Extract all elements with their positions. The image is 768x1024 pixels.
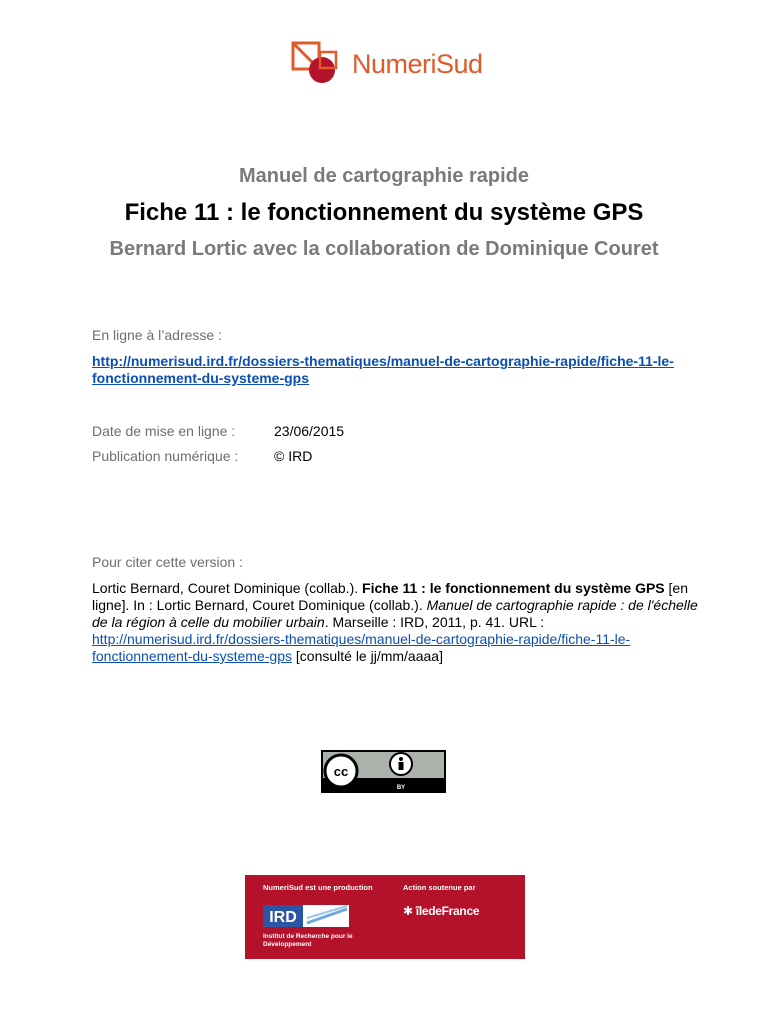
citation-book: Manuel de cartographie rapide : de l'échelle de la région à celle du mobilier urbain: [92, 597, 698, 630]
publication-value: © IRD: [274, 448, 313, 464]
iledefrance-text: îledeFrance: [415, 904, 480, 918]
citation-part2: [en ligne]. In : Lortic Bernard, Couret Dominique (collab.).: [92, 580, 689, 613]
cc-by-label: BY: [396, 785, 406, 791]
citation-text: [92, 580, 712, 665]
ird-logo: [263, 903, 349, 929]
citation-title: Fiche 11 : le fonctionnement du système GPS: [362, 580, 665, 596]
document-title: Fiche 11 : le fonctionnement du système GPS: [124, 199, 644, 226]
support-text: Action soutenue par: [403, 883, 476, 892]
svg-text:cc: cc: [333, 764, 349, 779]
online-url-container: [92, 353, 692, 387]
numerisud-logo: [290, 40, 490, 90]
citation-url-link[interactable]: http://numerisud.ird.fr/dossiers-thematiques/manuel-de-cartographie-rapide/fiche-11-le-fonctionnement-du-systeme-gps: [92, 631, 631, 664]
star-icon: ✱: [403, 904, 416, 918]
online-url-link[interactable]: http://numerisud.ird.fr/dossiers-thematiques/manuel-de-cartographie-rapide/fiche-11-le-fonctionnement-du-systeme-gps: [92, 353, 674, 386]
production-text: NumeriSud est une production: [263, 883, 373, 892]
cc-by-license-badge[interactable]: [321, 750, 446, 793]
ird-description: Institut de Recherche pour le Développement: [263, 933, 353, 948]
date-value: 23/06/2015: [274, 423, 345, 439]
numerisud-logo-icon: [290, 40, 350, 90]
citation-label: Pour citer cette version :: [92, 554, 243, 570]
date-label: Date de mise en ligne :: [92, 423, 236, 439]
document-authors: Bernard Lortic avec la collaboration de Dominique Couret: [109, 238, 659, 260]
cc-by-icon: [321, 750, 446, 793]
citation-part3: . Marseille : IRD, 2011, p. 41. URL :: [324, 614, 545, 630]
numerisud-brand-text: NumeriSud: [352, 49, 483, 79]
citation-part4: [consulté le jj/mm/aaaa]: [292, 648, 443, 664]
iledefrance-logo: [403, 904, 479, 918]
online-label: En ligne à l’adresse :: [92, 327, 222, 343]
citation-part1: Lortic Bernard, Couret Dominique (collab.).: [92, 580, 363, 596]
publication-label: Publication numérique :: [92, 448, 239, 464]
sponsor-banner: [245, 875, 525, 959]
ird-logo-text: IRD: [269, 909, 297, 926]
document-subtitle: Manuel de cartographie rapide: [238, 165, 530, 187]
